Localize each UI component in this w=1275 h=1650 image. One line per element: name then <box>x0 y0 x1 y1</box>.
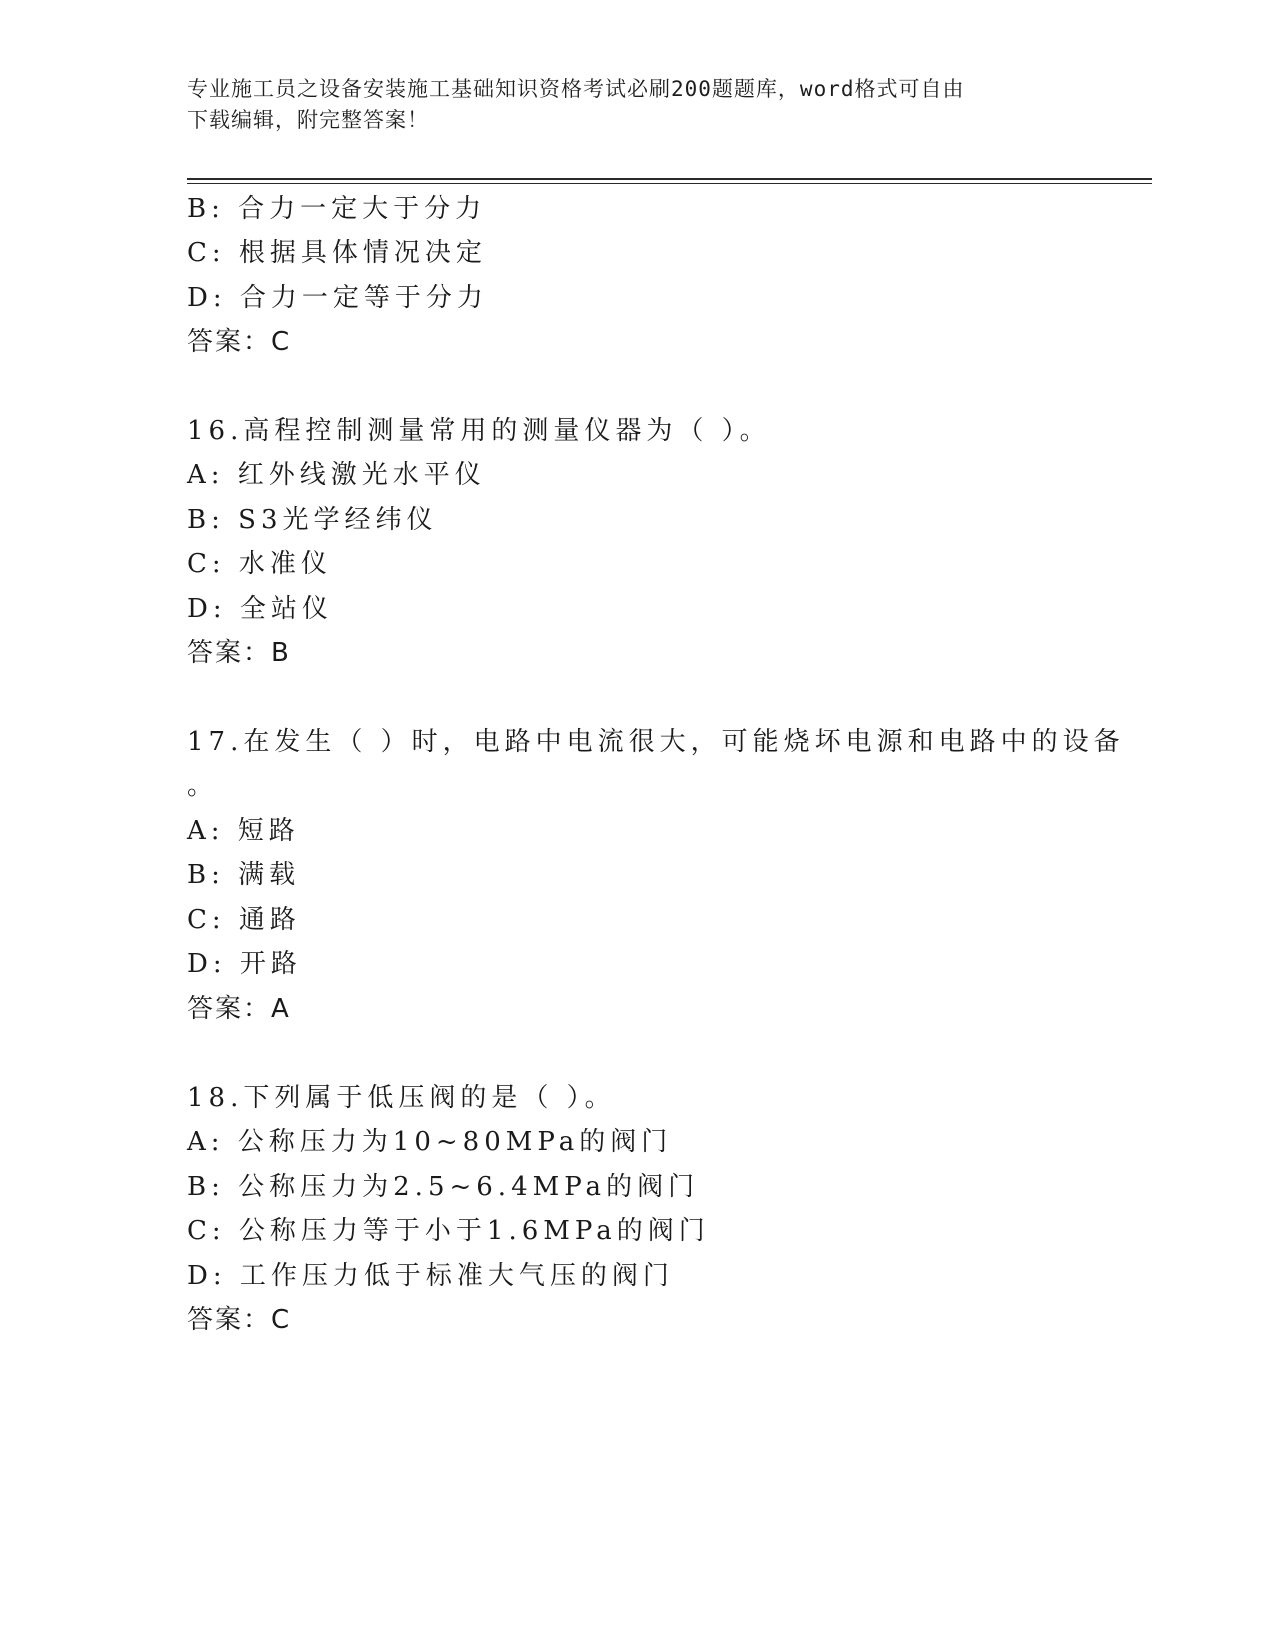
q15-option-c: C: 根据具体情况决定 <box>187 238 487 268</box>
q17-option-a: A: 短路 <box>187 816 300 846</box>
q16-option-d: D: 全站仪 <box>187 594 333 624</box>
q16-option-c: C: 水准仪 <box>187 549 332 579</box>
q15-answer: 答案：C <box>187 327 292 357</box>
q17-answer: 答案：A <box>187 994 291 1024</box>
q18-answer: 答案：C <box>187 1305 292 1335</box>
q15-option-d: D: 合力一定等于分力 <box>187 283 488 313</box>
q18-option-a: A: 公称压力为10~80MPa的阀门 <box>187 1127 673 1157</box>
q18-option-d: D: 工作压力低于标准大气压的阀门 <box>187 1261 674 1291</box>
document-header <box>187 74 1067 136</box>
q16-option-b: B: S3光学经纬仪 <box>187 505 438 535</box>
q18-option-b: B: 公称压力为2.5~6.4MPa的阀门 <box>187 1172 700 1202</box>
q17-option-c: C: 通路 <box>187 905 301 935</box>
q16-option-a: A: 红外线激光水平仪 <box>187 460 486 490</box>
q17-option-b: B: 满载 <box>187 860 301 890</box>
q16-answer: 答案：B <box>187 638 291 668</box>
header-line-1: 专业施工员之设备安装施工基础知识资格考试必刷200题题库，word格式可自由 <box>187 77 965 101</box>
q17-option-d: D: 开路 <box>187 949 302 979</box>
q18-stem: 18.下列属于低压阀的是（ ）。 <box>187 1083 616 1113</box>
header-rule-thin <box>187 183 1152 184</box>
header-rule-thick <box>187 178 1152 180</box>
q16-stem: 16.高程控制测量常用的测量仪器为（ ）。 <box>187 416 771 446</box>
q15-option-b: B: 合力一定大于分力 <box>187 194 487 224</box>
q17-stem-continuation: 。 <box>187 771 219 801</box>
header-line-2: 下载编辑，附完整答案！ <box>187 108 429 132</box>
q18-option-c: C: 公称压力等于小于1.6MPa的阀门 <box>187 1216 710 1246</box>
q17-stem: 17.在发生（ ）时，电路中电流很大，可能烧坏电源和电路中的设备 <box>187 727 1125 757</box>
